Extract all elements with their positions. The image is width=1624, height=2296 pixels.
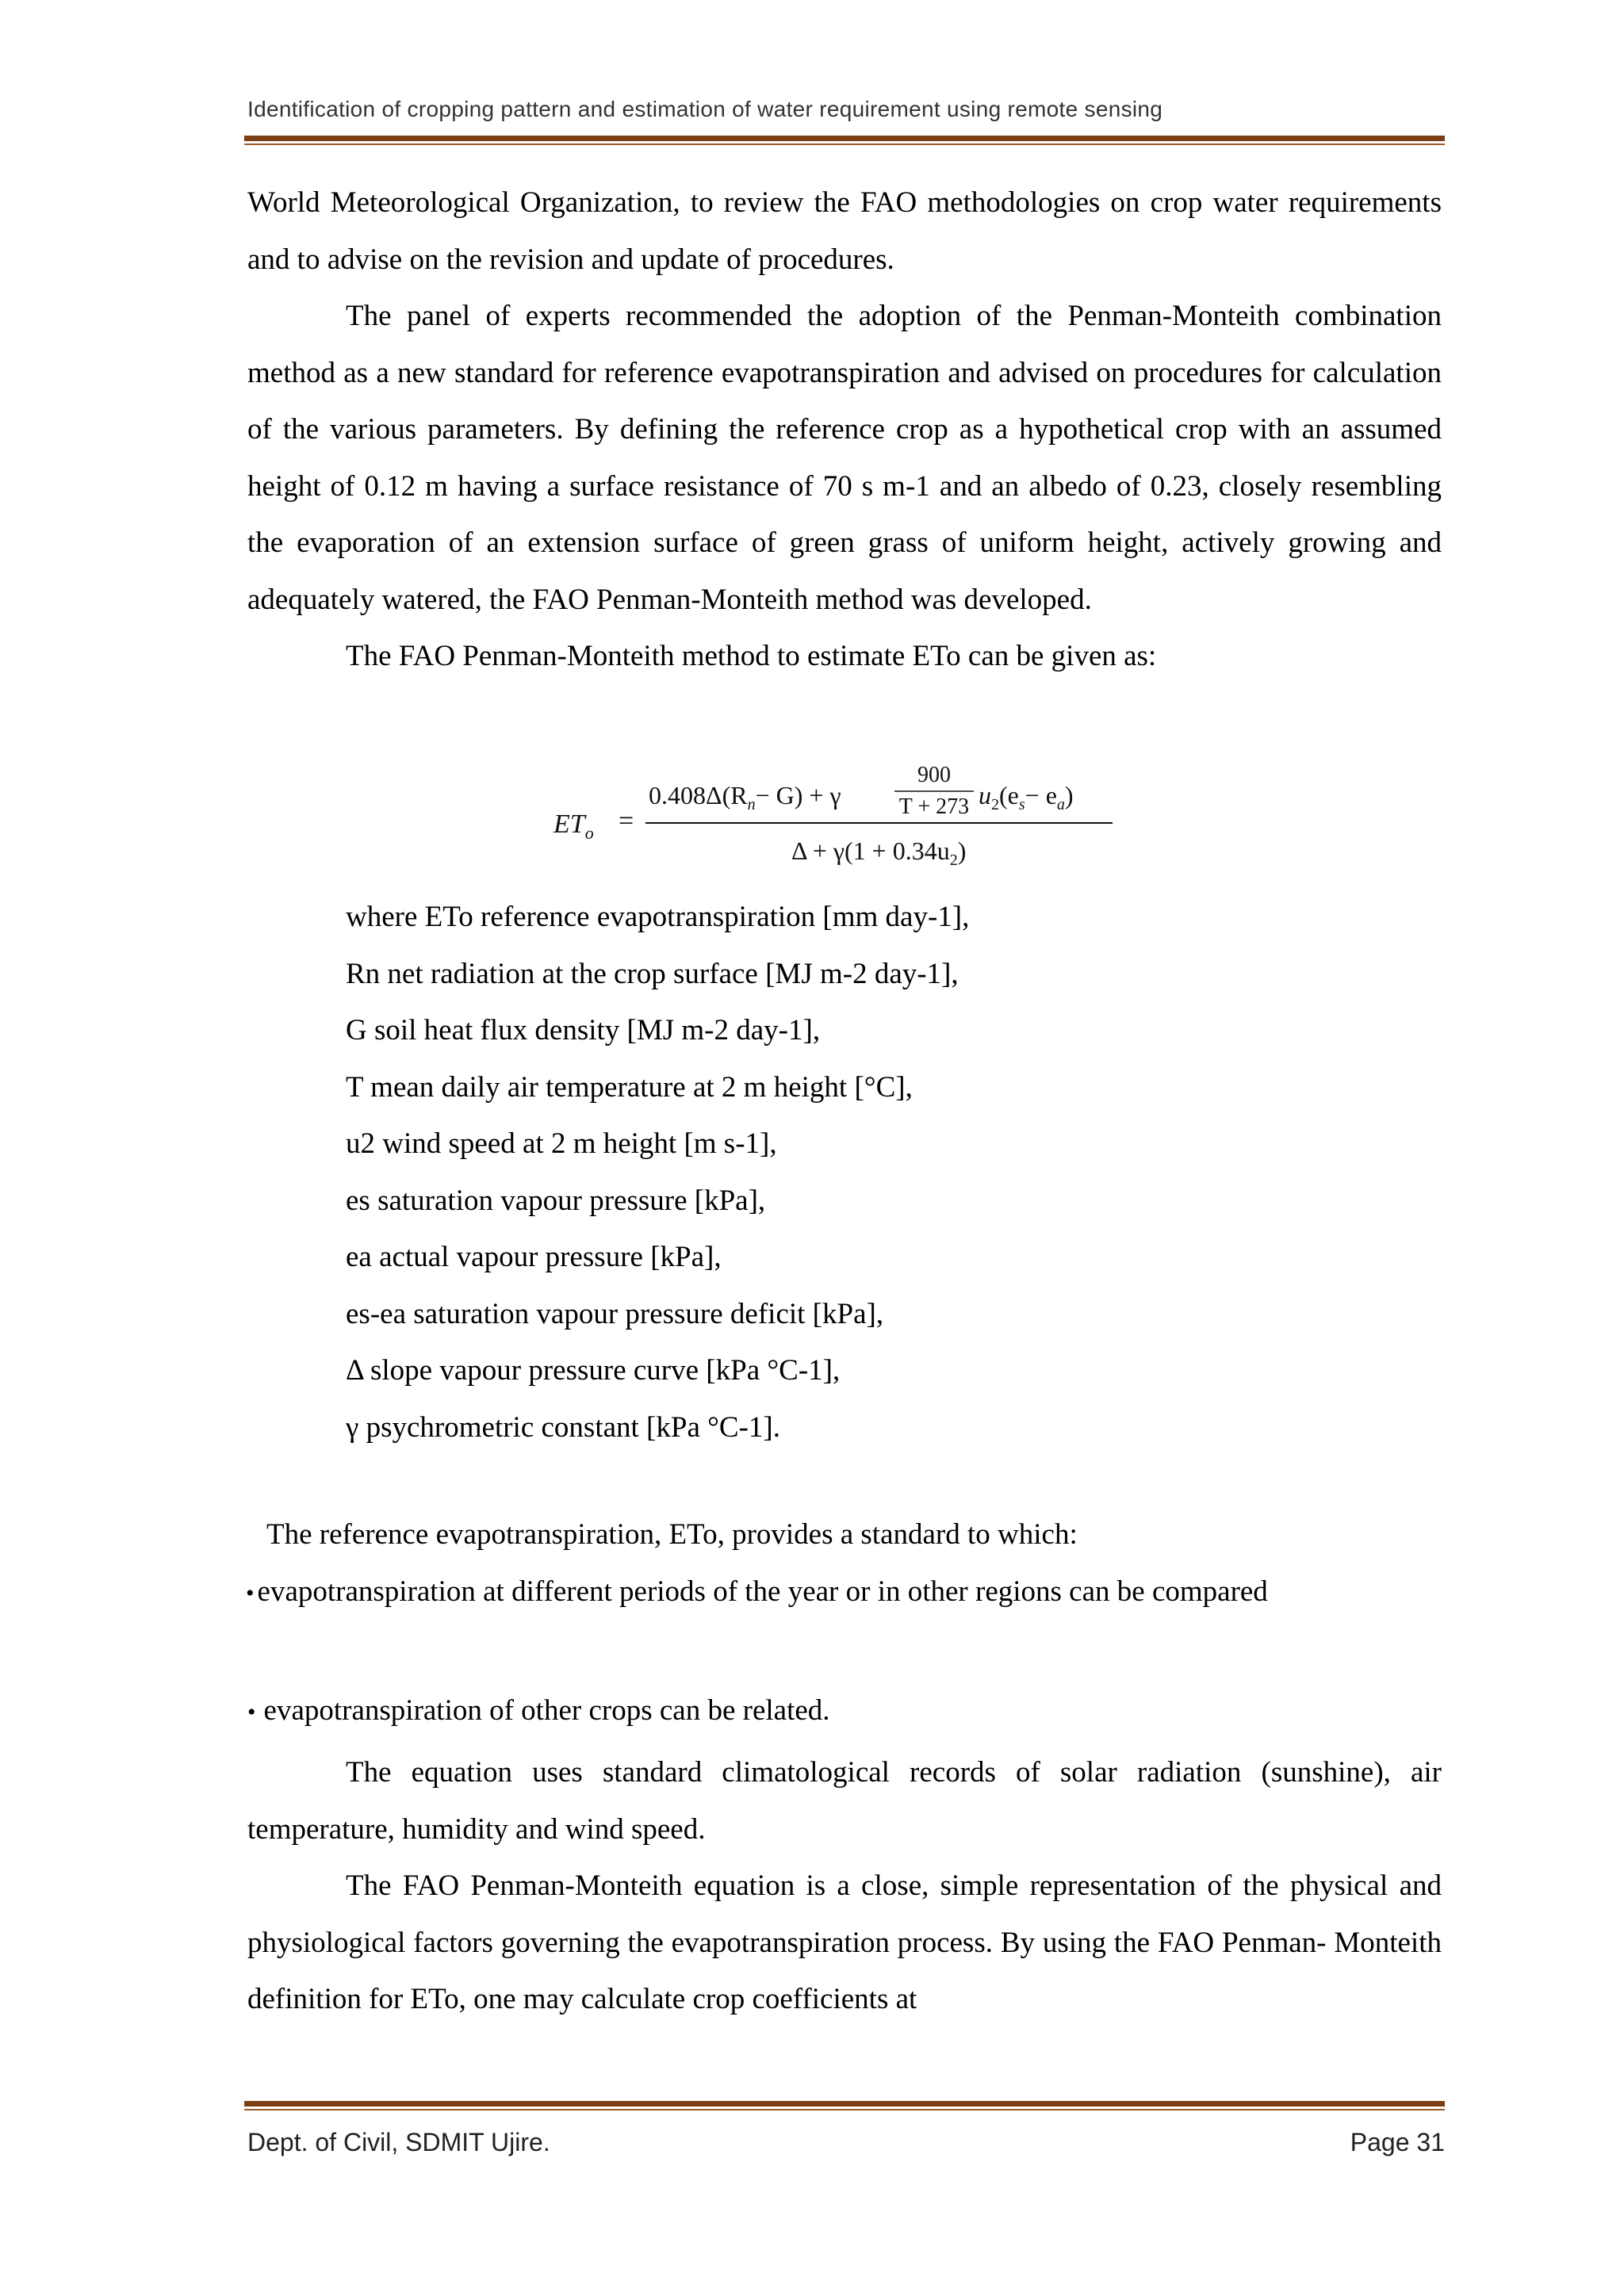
definition-ea: ea actual vapour pressure [kPa], [346,1241,722,1273]
footer-rule-thick [244,2101,1445,2107]
bullet-item-other-crops [247,1693,830,1728]
header-rule-thick [244,136,1445,141]
eq-equals: = [619,806,634,836]
eq-numerator-a: $0.408\Delta(R_n- G) + \gamma$ [649,781,841,813]
bullet-text: evapotranspiration at different periods of the year or in other regions can be compared [257,1575,1268,1608]
footer-rule-thin [244,2109,1445,2110]
paragraph-wmo: World Meteorological Organization, to review the FAO methodologies on crop water requirements and to advise on the revision and update of procedures. [247,186,1442,276]
definition-eto: where ETo reference evapotranspiration [mm day-1], [346,901,970,933]
eq-lhs: $ET_o$ [553,809,594,843]
footer-department: Dept. of Civil, SDMIT Ujire. [247,2128,550,2156]
bullet-item-periods [246,1575,1268,1609]
bullet-icon: • [246,1580,255,1606]
footer-page-number: Page 31 [1350,2128,1445,2156]
definition-g: G soil heat flux density [MJ m-2 day-1], [346,1014,821,1047]
paragraph-reference-eto: The reference evapotranspiration, ETo, provides a standard to which: [266,1518,1078,1551]
bullet-text: evapotranspiration of other crops can be related. [263,1694,830,1727]
definition-rn: Rn net radiation at the crop surface [MJ m-2 day-1], [346,957,959,990]
paragraph-climatological-records: The equation uses standard climatological records of solar radiation (sunshine), air temperature, humidity and wind speed. [247,1756,1442,1846]
paragraph-panel-of-experts: The panel of experts recommended the adoption of the Penman-Monteith combination method as a new standard for reference evapotranspiration and advised on procedures for calculation of the various parameters. By defining the reference crop as a hypothetical crop with an assumed height of 0.12 m having a surface resistance of 70 s m-1 and an albedo of 0.23, closely resembling the evaporation of an extension surface of green grass of uniform height, actively growing and adequately watered, the FAO Penman-Monteith method was developed. [247,300,1442,616]
eq-denominator: $\Delta + \gamma(1 + 0.34u_2)$ [791,836,967,869]
body-text-top [247,174,1442,685]
symbol-definitions-list [346,889,969,1456]
body-text-bottom [247,1744,1442,2028]
definition-es: es saturation vapour pressure [kPa], [346,1184,766,1217]
eq-numerator-b: $u_2(e_s- e_a)$ [979,781,1074,813]
paragraph-close-representation: The FAO Penman-Monteith equation is a close, simple representation of the physical and physiological factors governing the evapotranspiration process. By using the FAO Penman- Monteith definition for ETo, one may calculate crop coefficients at [247,1869,1442,2015]
paragraph-fao-method-intro: The FAO Penman-Monteith method to estimate ETo can be given as: [346,640,1157,672]
definition-delta: Δ slope vapour pressure curve [kPa °C-1], [346,1354,841,1387]
definition-gamma: γ psychrometric constant [kPa °C-1]. [346,1410,780,1444]
penman-monteith-equation [546,755,1116,874]
running-header: Identification of cropping pattern and estimation of water requirement using remote sensing [247,97,1163,121]
bullet-icon: • [247,1699,256,1725]
header-rule-thin [244,144,1445,145]
definition-t: T mean daily air temperature at 2 m height [°C], [346,1070,913,1104]
eq-inner-fraction-bottom: T + 273 [898,794,970,819]
equation-svg [546,755,1116,874]
definition-es-ea: es-ea saturation vapour pressure deficit [kPa], [346,1297,884,1330]
definition-u2: u2 wind speed at 2 m height [m s-1], [346,1127,777,1160]
eq-inner-fraction-top: 900 [917,763,951,787]
